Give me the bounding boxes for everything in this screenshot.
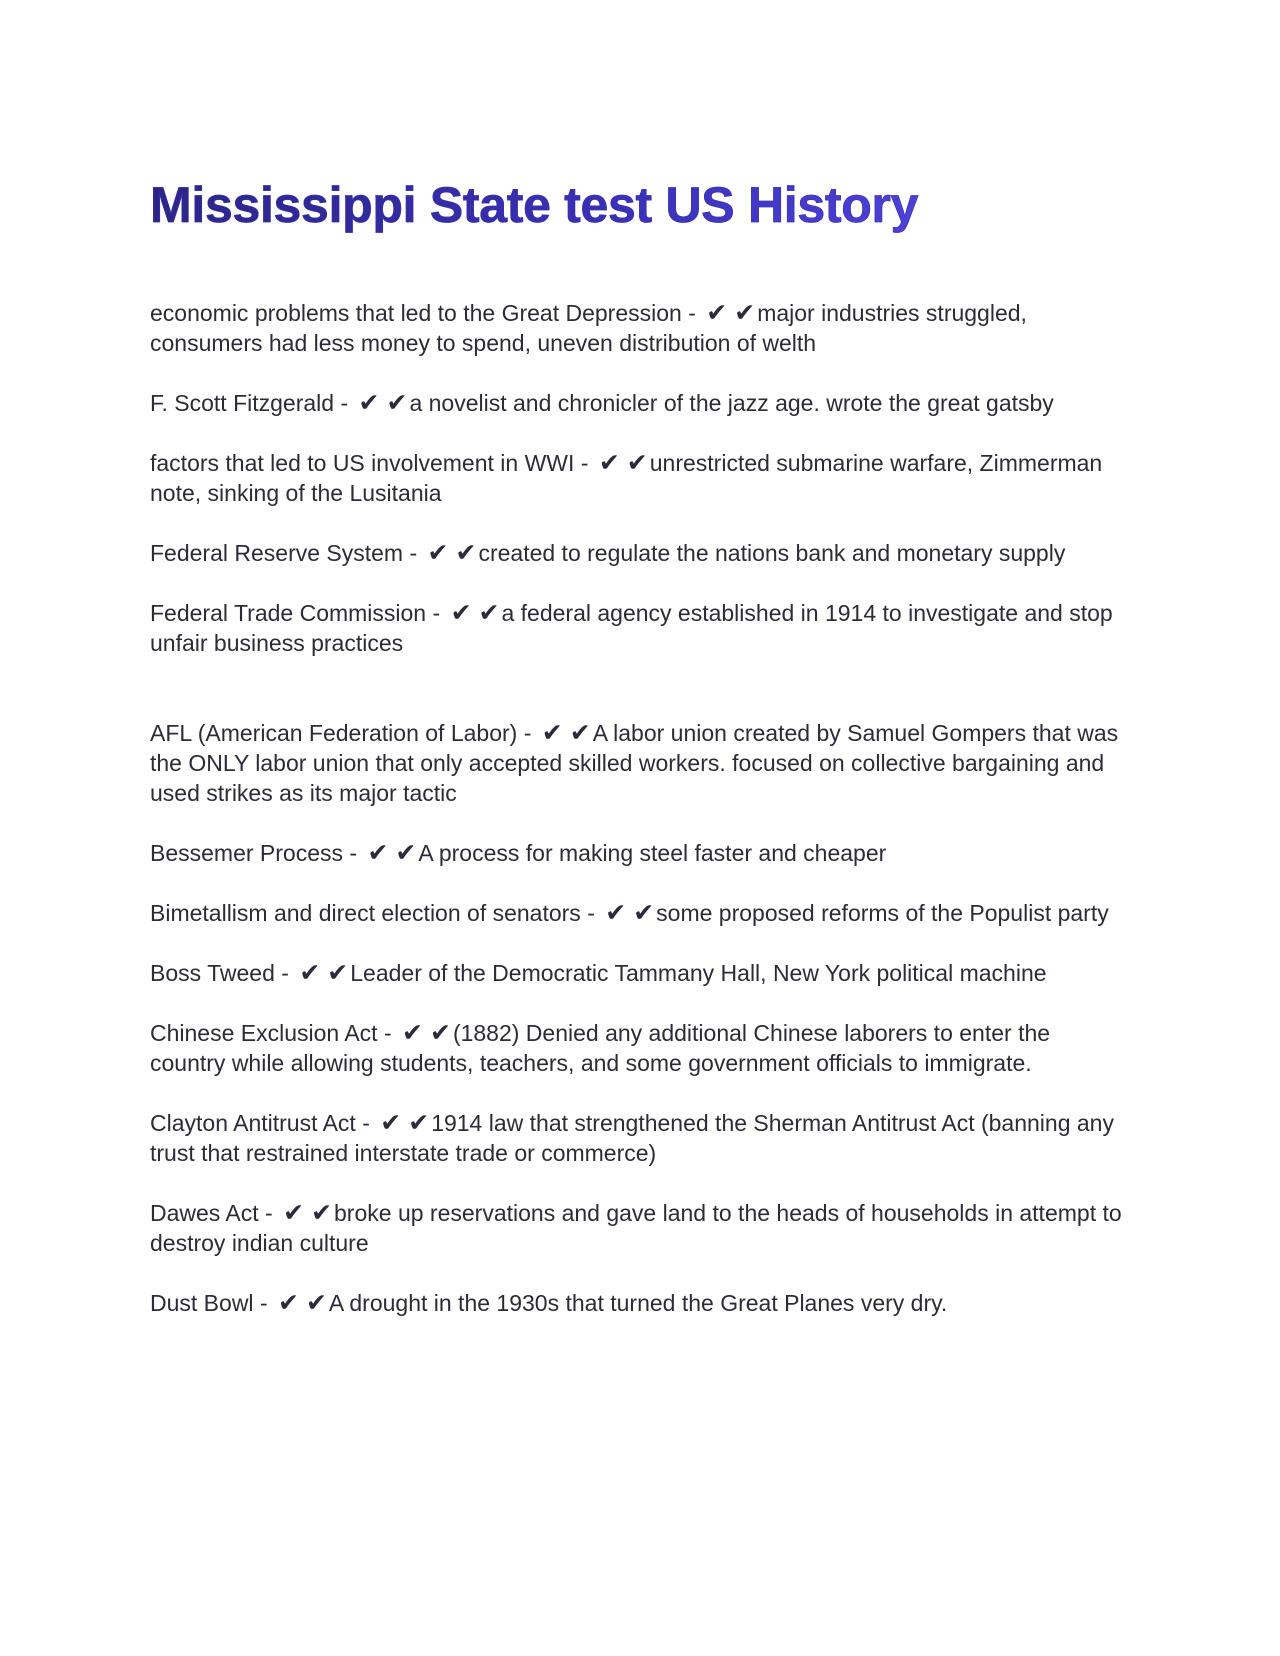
flashcard-entry (150, 598, 1130, 658)
check-icon: ✔ (706, 298, 728, 327)
entry-separator: - (259, 1290, 268, 1316)
check-marks (283, 1198, 332, 1228)
entry-separator: - (409, 540, 418, 566)
check-marks (542, 718, 591, 748)
check-marks (451, 598, 500, 628)
entry-term: Dawes Act (150, 1200, 259, 1226)
entry-definition: created to regulate the nations bank and monetary supply (478, 540, 1066, 566)
check-icon: ✔ (278, 1288, 299, 1317)
entry-separator: - (281, 960, 289, 986)
flashcard-entry (150, 1018, 1130, 1078)
entry-term: Boss Tweed (150, 960, 275, 986)
document-title: Mississippi State test US History (150, 168, 1130, 242)
flashcard-entry (150, 448, 1130, 508)
check-icon: ✔ (478, 598, 500, 627)
check-icon: ✔ (429, 1018, 451, 1047)
entry-definition: 1914 law that strengthened the Sherman Antitrust Act (banning any trust that restrained interstate trade or commerce) (150, 1110, 1114, 1166)
flashcard-entry (150, 718, 1130, 808)
check-icon: ✔ (395, 838, 417, 867)
entry-definition: A labor union created by Samuel Gompers that was the ONLY labor union that only accepted skilled workers. focused on collective bargaining and used strikes as its major tactic (150, 720, 1119, 806)
check-icon: ✔ (311, 1198, 333, 1227)
entry-definition: unrestricted submarine warfare, Zimmerman note, sinking of the Lusitania (150, 450, 1103, 506)
entry-term: Clayton Antitrust Act (150, 1110, 356, 1136)
entry-term: Bessemer Process (150, 840, 344, 866)
check-marks (299, 958, 348, 988)
flashcard-entry (150, 388, 1130, 418)
flashcard-entry (150, 298, 1130, 358)
flashcard-entry (150, 838, 1130, 868)
check-icon: ✔ (299, 958, 321, 987)
check-icon: ✔ (386, 388, 408, 417)
entry-separator: - (265, 1200, 273, 1226)
entry-separator: - (362, 1110, 370, 1136)
entry-separator: - (349, 840, 358, 866)
check-icon: ✔ (541, 718, 563, 747)
check-marks (278, 1288, 327, 1318)
check-icon: ✔ (402, 1018, 423, 1047)
check-icon: ✔ (633, 898, 655, 927)
entry-separator: - (580, 450, 589, 476)
check-icon: ✔ (380, 1108, 402, 1137)
check-icon: ✔ (305, 1288, 327, 1317)
check-icon: ✔ (626, 448, 648, 477)
check-marks (402, 1018, 451, 1048)
entry-definition: major industries struggled, consumers had less money to spend, uneven distribution of welth (150, 300, 1027, 356)
check-marks (599, 448, 648, 478)
entry-definition: a novelist and chronicler of the jazz age. wrote the great gatsby (409, 390, 1054, 416)
check-icon: ✔ (569, 718, 591, 747)
check-icon: ✔ (455, 538, 477, 567)
check-marks (359, 388, 408, 418)
entry-separator: - (587, 900, 595, 926)
entry-separator: - (340, 390, 349, 416)
check-icon: ✔ (427, 538, 449, 567)
entry-definition: A process for making steel faster and cheaper (418, 840, 887, 866)
check-marks (380, 1108, 429, 1138)
entry-definition: broke up reservations and gave land to the heads of households in attempt to destroy indian culture (150, 1200, 1122, 1256)
flashcard-entry (150, 1108, 1130, 1168)
check-icon: ✔ (327, 958, 349, 987)
entry-separator: - (523, 720, 532, 746)
entry-separator: - (432, 600, 441, 626)
flashcard-entry (150, 538, 1130, 568)
entry-term: Dust Bowl (150, 1290, 254, 1316)
entry-separator: - (688, 300, 696, 326)
entry-definition: some proposed reforms of the Populist party (656, 900, 1109, 926)
entry-term: factors that led to US involvement in WWI (150, 450, 575, 476)
entry-term: Chinese Exclusion Act (150, 1020, 378, 1046)
flashcard-entry (150, 898, 1130, 928)
check-icon: ✔ (358, 388, 380, 417)
flashcard-entry (150, 1288, 1130, 1318)
entry-term: Federal Reserve System (150, 540, 404, 566)
flashcard-list (150, 298, 1130, 1318)
entry-term: Federal Trade Commission (150, 600, 427, 626)
entry-term: economic problems that led to the Great Depression (150, 300, 682, 326)
entry-term: Bimetallism and direct election of senators (150, 900, 581, 926)
check-marks (706, 298, 755, 328)
check-icon: ✔ (408, 1108, 430, 1137)
entry-definition: Leader of the Democratic Tammany Hall, New York political machine (350, 960, 1047, 986)
check-icon: ✔ (367, 838, 389, 867)
check-marks (605, 898, 654, 928)
entry-definition: a federal agency established in 1914 to investigate and stop unfair business practices (150, 600, 1113, 656)
document-page (150, 168, 1130, 1348)
entry-term: F. Scott Fitzgerald (150, 390, 335, 416)
flashcard-entry (150, 1198, 1130, 1258)
check-icon: ✔ (283, 1198, 305, 1227)
entry-term: AFL (American Federation of Labor) (150, 720, 518, 746)
entry-definition: (1882) Denied any additional Chinese laborers to enter the country while allowing students, teachers, and some government officials to immigrate. (150, 1020, 1051, 1076)
flashcard-entry (150, 958, 1130, 988)
entry-definition: A drought in the 1930s that turned the Great Planes very dry. (328, 1290, 948, 1316)
check-icon: ✔ (450, 598, 472, 627)
check-icon: ✔ (598, 448, 620, 477)
entry-separator: - (383, 1020, 392, 1046)
check-icon: ✔ (734, 298, 756, 327)
check-marks (367, 838, 416, 868)
check-marks (428, 538, 477, 568)
check-icon: ✔ (605, 898, 627, 927)
